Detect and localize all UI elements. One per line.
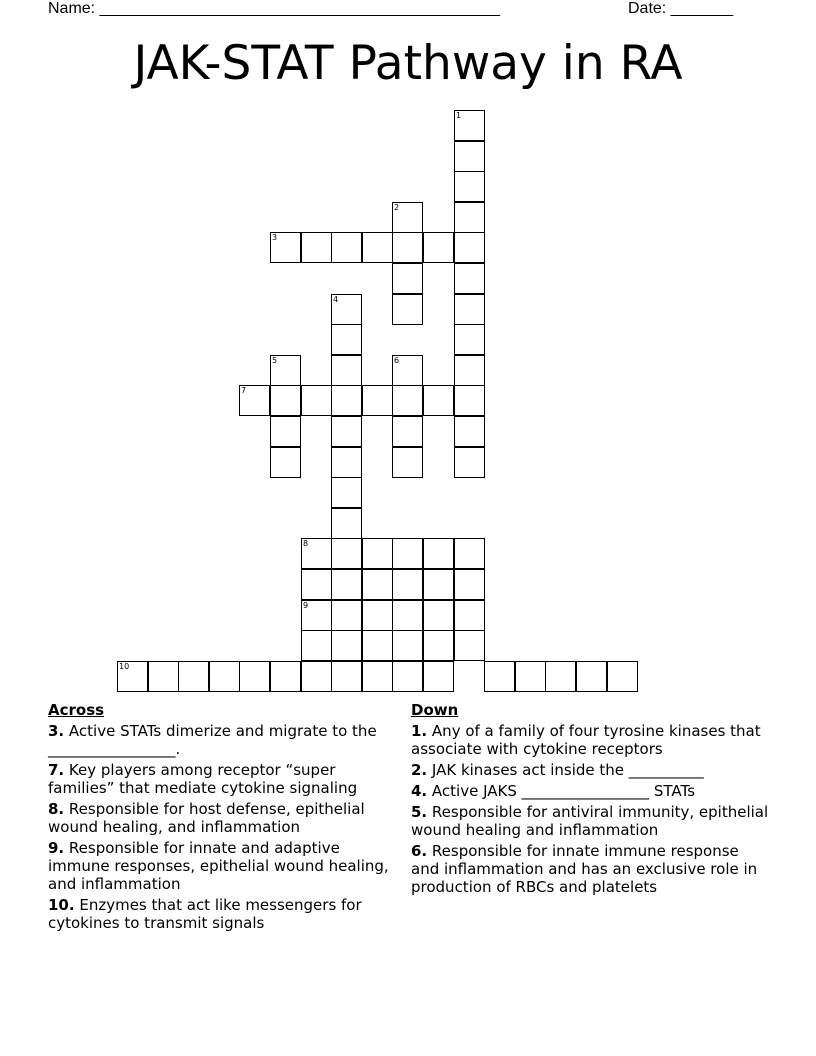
- grid-cell[interactable]: [392, 416, 423, 447]
- grid-cell[interactable]: [331, 569, 362, 600]
- grid-cell[interactable]: [392, 294, 423, 325]
- grid-cell[interactable]: [301, 661, 332, 692]
- grid-cell[interactable]: [239, 385, 270, 416]
- grid-cell[interactable]: [454, 171, 485, 202]
- clue-text: Responsible for antiviral immunity, epithelial wound healing and inflammation: [411, 803, 769, 839]
- grid-cell[interactable]: [331, 630, 362, 661]
- grid-cell[interactable]: [454, 600, 485, 631]
- cell-number: 1: [456, 111, 462, 120]
- grid-cell[interactable]: [331, 477, 362, 508]
- cell-number: 5: [272, 356, 278, 365]
- clue-text: Responsible for innate and adaptive immune responses, epithelial wound healing, and inflammation: [48, 839, 389, 893]
- clue-number: 5.: [411, 803, 428, 821]
- clue-across-9: [48, 839, 398, 893]
- grid-cell[interactable]: [515, 661, 546, 692]
- grid-cell[interactable]: [392, 385, 423, 416]
- grid-cell[interactable]: [545, 661, 576, 692]
- across-heading: Across: [48, 701, 105, 719]
- grid-cell[interactable]: [454, 141, 485, 172]
- grid-cell[interactable]: [270, 416, 301, 447]
- grid-cell[interactable]: [331, 508, 362, 539]
- grid-cell[interactable]: [454, 569, 485, 600]
- across-clues: [48, 701, 398, 935]
- cell-number: 3: [272, 233, 278, 242]
- clue-text: Enzymes that act like messengers for cytokines to transmit signals: [48, 896, 362, 932]
- clue-number: 7.: [48, 761, 65, 779]
- grid-cell[interactable]: [270, 232, 301, 263]
- clue-number: 2.: [411, 761, 428, 779]
- grid-cell[interactable]: [454, 263, 485, 294]
- grid-cell[interactable]: [270, 661, 301, 692]
- grid-cell[interactable]: [392, 661, 423, 692]
- page-title: JAK-STAT Pathway in RA: [133, 36, 683, 91]
- grid-cell[interactable]: [454, 538, 485, 569]
- clue-number: 6.: [411, 842, 428, 860]
- grid-cell[interactable]: [423, 600, 454, 631]
- cell-number: 10: [119, 662, 130, 671]
- grid-cell[interactable]: [301, 569, 332, 600]
- grid-cell[interactable]: [117, 661, 148, 692]
- grid-cell[interactable]: [423, 385, 454, 416]
- grid-cell[interactable]: [423, 569, 454, 600]
- grid-cell[interactable]: [423, 630, 454, 661]
- grid-cell[interactable]: [423, 538, 454, 569]
- grid-cell[interactable]: [392, 355, 423, 386]
- grid-cell[interactable]: [239, 661, 270, 692]
- clue-down-2: [411, 761, 771, 779]
- grid-cell[interactable]: [454, 416, 485, 447]
- clue-text: Key players among receptor “super families” that mediate cytokine signaling: [48, 761, 358, 797]
- grid-cell[interactable]: [423, 661, 454, 692]
- clue-across-10: [48, 896, 398, 932]
- grid-cell[interactable]: [392, 232, 423, 263]
- grid-cell[interactable]: [454, 385, 485, 416]
- grid-cell[interactable]: [301, 538, 332, 569]
- clue-number: 9.: [48, 839, 65, 857]
- clue-across-8: [48, 800, 398, 836]
- grid-cell[interactable]: [362, 569, 393, 600]
- grid-cell[interactable]: [331, 661, 362, 692]
- grid-cell[interactable]: [392, 600, 423, 631]
- date-field-line: Date: _______: [628, 0, 733, 17]
- grid-cell[interactable]: [454, 232, 485, 263]
- grid-cell[interactable]: [331, 416, 362, 447]
- cell-number: 8: [303, 539, 309, 548]
- grid-cell[interactable]: [362, 600, 393, 631]
- down-heading: Down: [411, 701, 459, 719]
- grid-cell[interactable]: [301, 232, 332, 263]
- grid-cell[interactable]: [331, 600, 362, 631]
- cell-number: 7: [241, 386, 247, 395]
- clue-across-3: [48, 722, 398, 758]
- clue-text: Responsible for host defense, epithelial wound healing, and inflammation: [48, 800, 365, 836]
- grid-cell[interactable]: [392, 202, 423, 233]
- grid-cell[interactable]: [362, 630, 393, 661]
- grid-cell[interactable]: [270, 355, 301, 386]
- grid-cell[interactable]: [607, 661, 638, 692]
- clue-down-6: [411, 842, 771, 896]
- grid-cell[interactable]: [362, 538, 393, 569]
- grid-cell[interactable]: [423, 232, 454, 263]
- name-field-line: Name: _____________________________________________: [48, 0, 500, 17]
- grid-cell[interactable]: [484, 661, 515, 692]
- clue-text: Active STATs dimerize and migrate to the _________________.: [48, 722, 377, 758]
- clue-across-7: [48, 761, 398, 797]
- clue-number: 3.: [48, 722, 65, 740]
- grid-cell[interactable]: [178, 661, 209, 692]
- grid-cell[interactable]: [454, 447, 485, 478]
- clue-number: 1.: [411, 722, 428, 740]
- grid-cell[interactable]: [301, 600, 332, 631]
- grid-cell[interactable]: [209, 661, 240, 692]
- grid-cell[interactable]: [454, 324, 485, 355]
- clue-down-4: [411, 782, 771, 800]
- grid-cell[interactable]: [331, 385, 362, 416]
- grid-cell[interactable]: [392, 447, 423, 478]
- clue-number: 8.: [48, 800, 65, 818]
- grid-cell[interactable]: [301, 385, 332, 416]
- grid-cell[interactable]: [392, 630, 423, 661]
- grid-cell[interactable]: [270, 385, 301, 416]
- grid-cell[interactable]: [331, 538, 362, 569]
- grid-cell[interactable]: [331, 355, 362, 386]
- grid-cell[interactable]: [454, 110, 485, 141]
- grid-cell[interactable]: [392, 538, 423, 569]
- grid-cell[interactable]: [392, 263, 423, 294]
- down-clues: [411, 701, 771, 899]
- grid-cell[interactable]: [454, 630, 485, 661]
- grid-cell[interactable]: [362, 385, 393, 416]
- grid-cell[interactable]: [301, 630, 332, 661]
- grid-cell[interactable]: [148, 661, 179, 692]
- clue-down-1: [411, 722, 771, 758]
- grid-cell[interactable]: [331, 232, 362, 263]
- grid-cell[interactable]: [392, 569, 423, 600]
- clue-text: JAK kinases act inside the __________: [431, 761, 704, 779]
- clue-text: Any of a family of four tyrosine kinases that associate with cytokine receptors: [411, 722, 761, 758]
- grid-cell[interactable]: [454, 355, 485, 386]
- clue-number: 10.: [48, 896, 75, 914]
- cell-number: 2: [394, 203, 400, 212]
- grid-cell[interactable]: [454, 294, 485, 325]
- clue-number: 4.: [411, 782, 428, 800]
- cell-number: 6: [394, 356, 400, 365]
- grid-cell[interactable]: [362, 661, 393, 692]
- cell-number: 4: [333, 295, 339, 304]
- grid-cell[interactable]: [270, 447, 301, 478]
- grid-cell[interactable]: [454, 202, 485, 233]
- grid-cell[interactable]: [576, 661, 607, 692]
- grid-cell[interactable]: [331, 324, 362, 355]
- grid-cell[interactable]: [362, 232, 393, 263]
- clue-text: Active JAKS _________________ STATs: [431, 782, 696, 800]
- grid-cell[interactable]: [331, 294, 362, 325]
- clue-text: Responsible for innate immune response and inflammation and has an exclusive role in production of RBCs and platelets: [411, 842, 758, 896]
- cell-number: 9: [303, 601, 309, 610]
- clue-down-5: [411, 803, 771, 839]
- grid-cell[interactable]: [331, 447, 362, 478]
